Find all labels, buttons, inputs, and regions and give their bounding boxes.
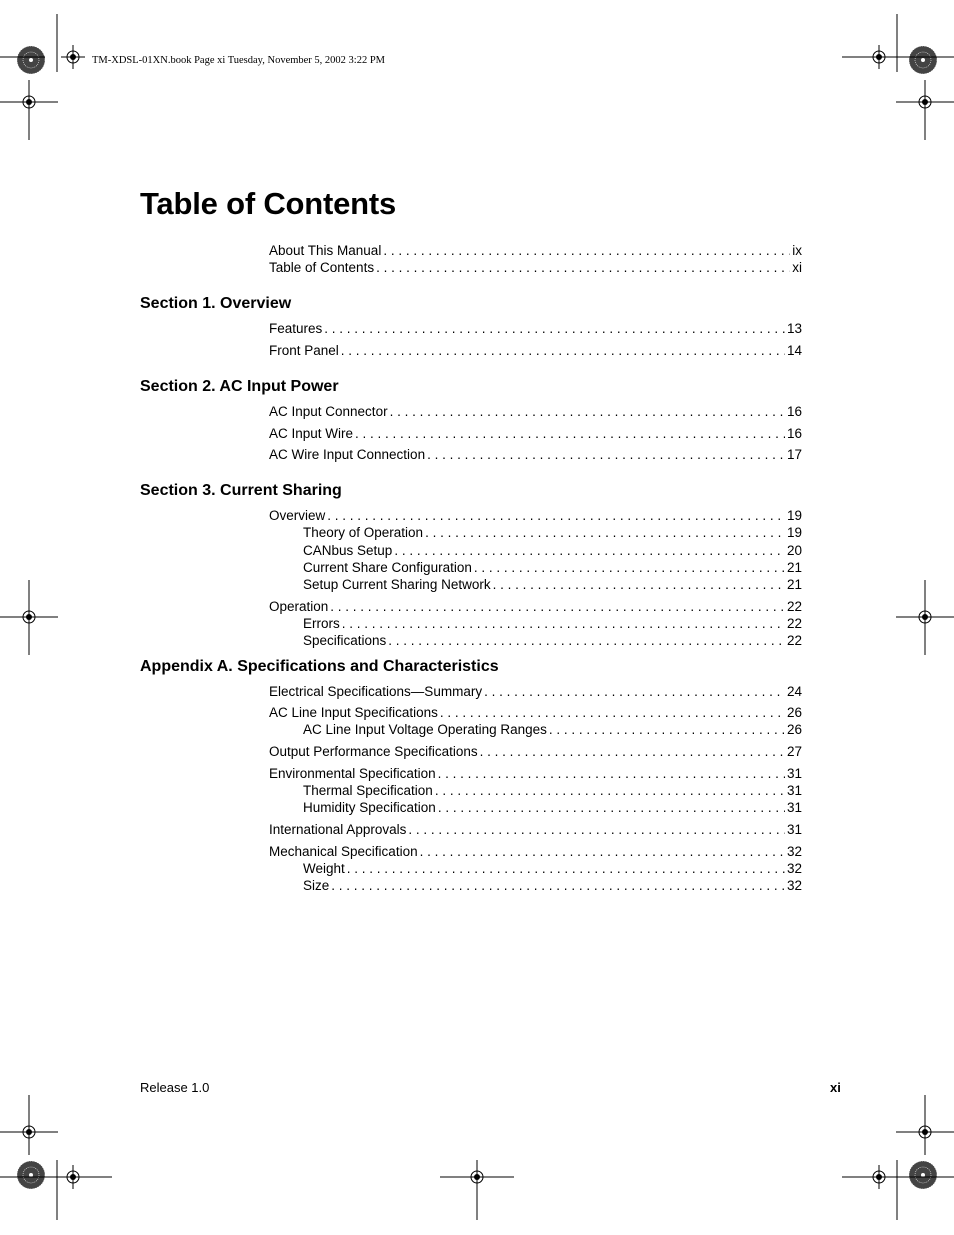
toc-entry-page: 31 [786, 822, 802, 837]
page-title: Table of Contents [140, 186, 397, 221]
toc-entry-label: Size [303, 878, 330, 893]
toc-leader [440, 704, 785, 721]
toc-leader [324, 320, 785, 337]
toc-entry[interactable] [269, 342, 802, 359]
toc-leader [342, 615, 785, 632]
toc-entry-label: Features [269, 321, 323, 336]
toc-entry[interactable] [269, 507, 802, 524]
toc-leader [480, 743, 785, 760]
toc-leader [388, 632, 785, 649]
toc-entry-page: ix [792, 243, 802, 258]
toc-entry-page: 22 [786, 633, 802, 648]
toc-subentry[interactable] [303, 524, 802, 541]
section-heading: Section 1. Overview [140, 295, 292, 312]
toc-entry-label: Setup Current Sharing Network [303, 577, 491, 592]
toc-entry-page: 32 [786, 861, 802, 876]
toc-entry-label: Overview [269, 508, 326, 523]
toc-entry[interactable] [269, 704, 802, 721]
toc-leader [390, 403, 785, 420]
toc-entry[interactable] [269, 843, 802, 860]
toc-entry-label: Table of Contents [269, 260, 375, 275]
toc-entry-page: 32 [786, 878, 802, 893]
toc-entry-label: Thermal Specification [303, 783, 433, 798]
toc-subentry[interactable] [303, 542, 802, 559]
toc-entry[interactable] [269, 765, 802, 782]
toc-entry-page: 14 [786, 343, 802, 358]
toc-entry-label: Weight [303, 861, 345, 876]
toc-entry-label: AC Line Input Specifications [269, 705, 438, 720]
toc-entry-page: 32 [786, 844, 802, 859]
toc-leader [347, 860, 785, 877]
toc-leader [408, 821, 785, 838]
toc-entry-label: Output Performance Specifications [269, 744, 478, 759]
toc-leader [438, 799, 785, 816]
toc-entry-page: 31 [786, 800, 802, 815]
toc-entry-page: 16 [786, 404, 802, 419]
toc-entry-page: 19 [786, 508, 802, 523]
toc-subentry[interactable] [303, 559, 802, 576]
toc-entry-label: International Approvals [269, 822, 407, 837]
toc-entry-label: Front Panel [269, 343, 339, 358]
section-heading: Appendix A. Specifications and Characteristics [140, 658, 499, 675]
toc-leader [435, 782, 785, 799]
toc-leader [484, 683, 785, 700]
toc-entry-page: 22 [786, 616, 802, 631]
toc-entry-label: AC Input Connector [269, 404, 388, 419]
toc-leader [376, 259, 790, 276]
toc-entry[interactable] [269, 598, 802, 615]
toc-leader [327, 507, 785, 524]
toc-leader [438, 765, 785, 782]
toc-subentry[interactable] [303, 721, 802, 738]
toc-subentry[interactable] [303, 632, 802, 649]
toc-subentry[interactable] [303, 799, 802, 816]
toc-leader [493, 576, 785, 593]
toc-leader [549, 721, 785, 738]
toc-entry-label: CANbus Setup [303, 543, 393, 558]
page-number: xi [830, 1080, 841, 1095]
toc-entry-page: 27 [786, 744, 802, 759]
toc-entry-page: 31 [786, 783, 802, 798]
toc-entry-label: Theory of Operation [303, 525, 424, 540]
print-slug: TM-XDSL-01XN.book Page xi Tuesday, November 5, 2002 3:22 PM [92, 55, 386, 66]
toc-entry-label: Electrical Specifications—Summary [269, 684, 483, 699]
toc-entry[interactable] [269, 446, 802, 463]
toc-subentry[interactable] [303, 576, 802, 593]
toc-entry[interactable] [269, 425, 802, 442]
toc-entry-label: AC Line Input Voltage Operating Ranges [303, 722, 547, 737]
toc-entry-page: 31 [786, 766, 802, 781]
toc-leader [331, 877, 785, 894]
section-heading: Section 3. Current Sharing [140, 482, 342, 499]
toc-entry-label: AC Input Wire [269, 426, 354, 441]
toc-entry[interactable] [269, 259, 802, 276]
toc-leader [355, 425, 785, 442]
toc-subentry[interactable] [303, 877, 802, 894]
toc-entry-page: 26 [786, 705, 802, 720]
toc-entry[interactable] [269, 683, 802, 700]
toc-entry-label: About This Manual [269, 243, 382, 258]
toc-leader [330, 598, 785, 615]
toc-entry-label: Specifications [303, 633, 387, 648]
toc-leader [420, 843, 785, 860]
toc-entry-label: Errors [303, 616, 340, 631]
toc-entry-page: 21 [786, 560, 802, 575]
toc-subentry[interactable] [303, 860, 802, 877]
toc-entry-page: 17 [786, 447, 802, 462]
toc-entry-page: 24 [786, 684, 802, 699]
toc-entry-page: xi [792, 260, 802, 275]
toc-leader [425, 524, 785, 541]
toc-entry[interactable] [269, 821, 802, 838]
toc-entry-page: 20 [786, 543, 802, 558]
toc-entry-page: 13 [786, 321, 802, 336]
toc-entry-page: 19 [786, 525, 802, 540]
release-label: Release 1.0 [140, 1080, 210, 1095]
toc-entry[interactable] [269, 403, 802, 420]
toc-leader [474, 559, 785, 576]
toc-entry-label: Current Share Configuration [303, 560, 472, 575]
toc-entry-label: Environmental Specification [269, 766, 436, 781]
toc-entry-page: 21 [786, 577, 802, 592]
toc-entry-label: Mechanical Specification [269, 844, 418, 859]
toc-entry-page: 26 [786, 722, 802, 737]
toc-entry-page: 22 [786, 599, 802, 614]
toc-leader [427, 446, 785, 463]
toc-entry-label: Humidity Specification [303, 800, 436, 815]
toc-entry[interactable] [269, 242, 802, 259]
toc-entry-label: AC Wire Input Connection [269, 447, 426, 462]
toc-subentry[interactable] [303, 782, 802, 799]
toc-entry[interactable] [269, 320, 802, 337]
toc-entry-page: 16 [786, 426, 802, 441]
toc-subentry[interactable] [303, 615, 802, 632]
toc-entry-label: Operation [269, 599, 329, 614]
toc-entry[interactable] [269, 743, 802, 760]
toc-leader [341, 342, 785, 359]
section-heading: Section 2. AC Input Power [140, 378, 339, 395]
toc-leader [394, 542, 785, 559]
toc-leader [383, 242, 790, 259]
